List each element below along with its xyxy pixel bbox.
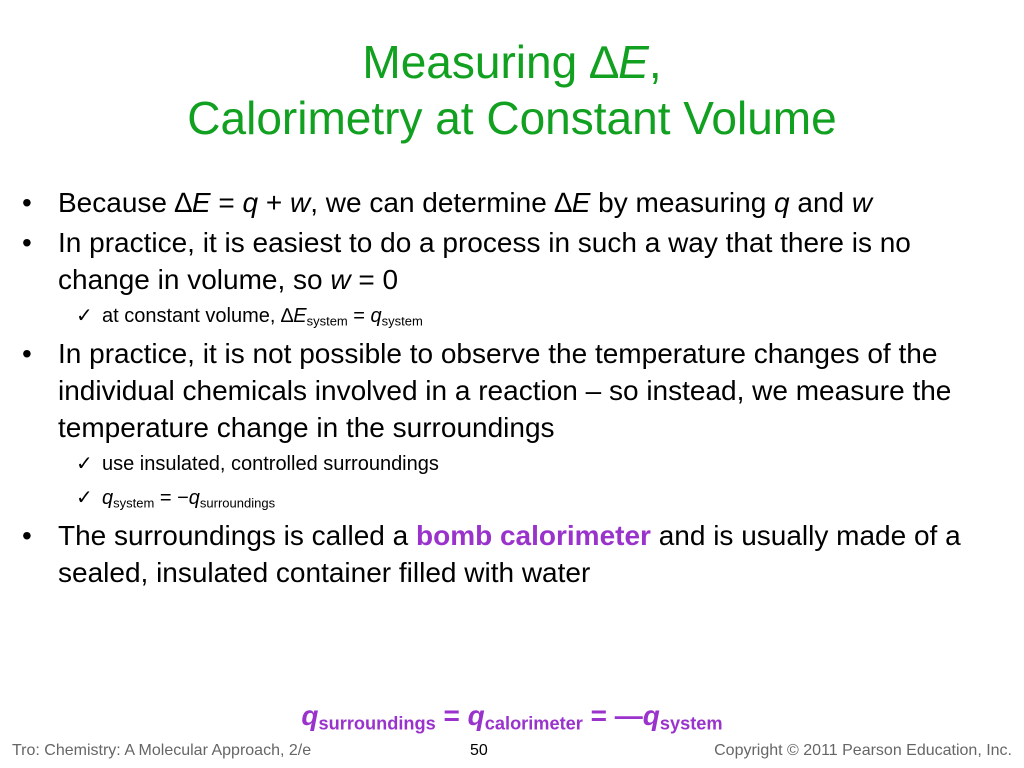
slide-title [0,34,1024,146]
bullet-4: • The surroundings is called a bomb calorimeter and is usually made of a sealed, insulated container filled with water [20,517,1010,591]
checkmark-icon: ✓ [76,305,93,327]
checkmark-icon: ✓ [76,487,93,509]
calorimetry-equation: $q_{surroundings} = q_{calorimeter}$ = $—q_{system}$ [301,700,723,734]
bullet-dot: • [22,227,32,258]
sub-bullet-constant-volume: ✓ at constant volume, $\Delta E_{system} = q_{system}$ [20,301,1010,331]
slide-content [20,184,1010,594]
bullet-3: • In practice, it is not possible to observe the temperature changes of the individual chemicals involved in a reaction – so instead, we measure the temperature change in the surroundings [20,335,1010,446]
bullet-2: • In practice, it is easiest to do a process in such a way that there is no change in volume, so w = 0 [20,224,1010,298]
footer-source: Tro: Chemistry: A Molecular Approach, 2/e [12,742,312,759]
bullet-1: • Because ∆E = q + w, we can determine ∆E by measuring q and w [20,184,1010,221]
sub-bullet-q-relation: ✓ $q_{system} = -q_{surroundings}$ [20,483,1010,513]
bullet-dot: • [22,187,32,218]
sub-bullet-insulated: ✓ use insulated, controlled surroundings [20,449,1010,479]
title-line-2: Calorimetry at Constant Volume [187,92,837,144]
checkmark-icon: ✓ [76,453,93,475]
bomb-calorimeter-highlight: bomb calorimeter [415,520,651,551]
title-line-1: Measuring ∆E, [362,36,662,88]
page-number: 50 [470,742,488,759]
bullet-dot: • [22,338,32,369]
bullet-dot: • [22,520,32,551]
footer-copyright: Copyright © 2011 Pearson Education, Inc. [714,742,1012,759]
